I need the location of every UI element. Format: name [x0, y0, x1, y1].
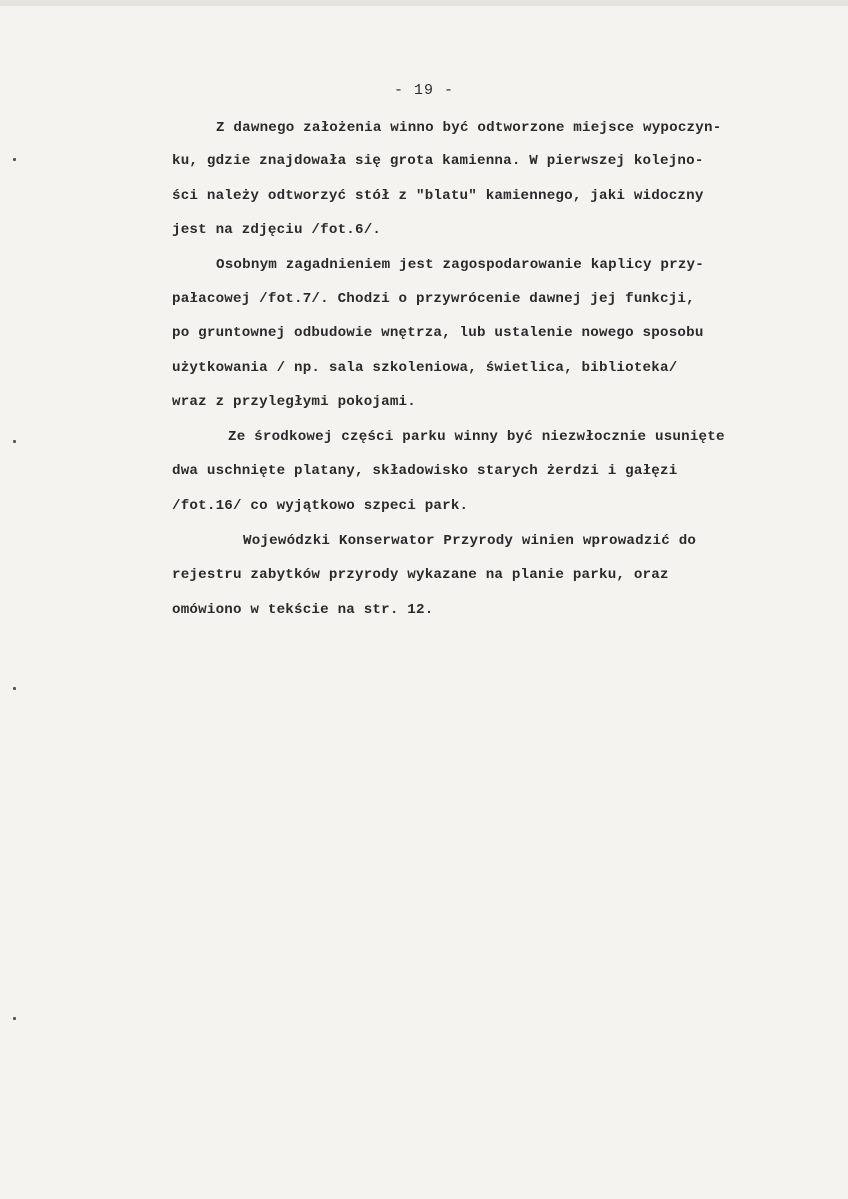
page-number: - 19 - [393, 82, 454, 99]
paragraph-3-line-3: /fot.16/ co wyjątkowo szpeci park. [172, 498, 469, 514]
paragraph-3-line-1: Ze środkowej części parku winny być niezwłocznie usunięte [228, 429, 725, 445]
paragraph-2-line-1: Osobnym zagadnieniem jest zagospodarowanie kaplicy przy- [216, 257, 704, 273]
scan-top-edge [0, 0, 848, 6]
paragraph-1-line-4: jest na zdjęciu /fot.6/. [172, 222, 382, 238]
paragraph-4-line-3: omówiono w tekście na str. 12. [172, 602, 434, 618]
paragraph-1-line-2: ku, gdzie znajdowała się grota kamienna. W pierwszej kolejno- [172, 153, 704, 169]
paragraph-2-line-4: użytkowania / np. sala szkoleniowa, świetlica, biblioteka/ [172, 360, 678, 376]
paragraph-1-line-1: Z dawnego założenia winno być odtworzone miejsce wypoczyn- [216, 120, 722, 136]
binding-mark [13, 440, 16, 443]
paragraph-4-line-2: rejestru zabytków przyrody wykazane na planie parku, oraz [172, 567, 669, 583]
binding-mark [13, 1017, 16, 1020]
paragraph-2-line-5: wraz z przyległymi pokojami. [172, 394, 416, 410]
binding-mark [13, 158, 16, 161]
paragraph-4-line-1: Wojewódzki Konserwator Przyrody winien wprowadzić do [243, 533, 697, 549]
paragraph-2-line-2: pałacowej /fot.7/. Chodzi o przywrócenie dawnej jej funkcji, [172, 291, 695, 307]
paragraph-1-line-3: ści należy odtworzyć stół z "blatu" kamiennego, jaki widoczny [172, 188, 704, 204]
paragraph-3-line-2: dwa uschnięte platany, składowisko starych żerdzi i gałęzi [172, 463, 678, 479]
paragraph-2-line-3: po gruntownej odbudowie wnętrza, lub ustalenie nowego sposobu [172, 325, 704, 341]
binding-mark [13, 687, 16, 690]
